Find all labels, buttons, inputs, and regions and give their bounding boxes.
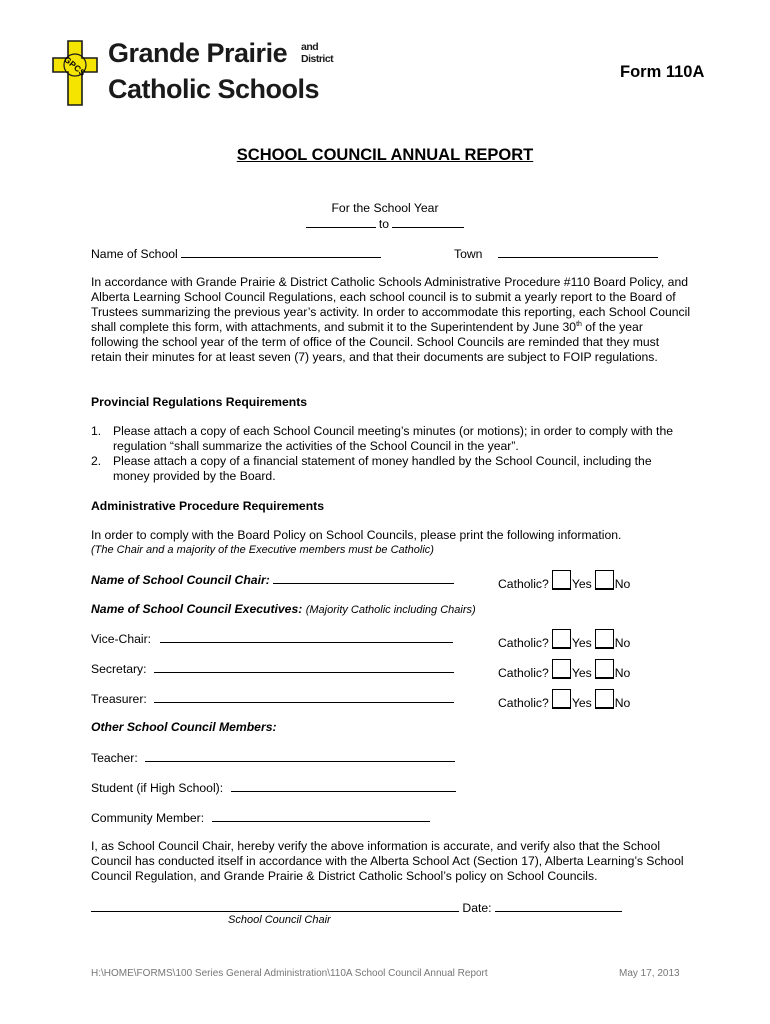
no-checkbox[interactable] bbox=[595, 629, 614, 649]
page-title: SCHOOL COUNCIL ANNUAL REPORT bbox=[236, 146, 534, 164]
yes-checkbox[interactable] bbox=[552, 570, 571, 590]
school-name-row bbox=[91, 246, 381, 262]
vice-chair-label: Vice-Chair: bbox=[91, 632, 152, 646]
admin-text: In order to comply with the Board Policy on School Councils, please print the following information. bbox=[91, 528, 622, 542]
secretary-catholic bbox=[498, 659, 630, 681]
no-label: No bbox=[614, 696, 631, 710]
vice-chair-catholic bbox=[498, 629, 630, 651]
town-label: Town bbox=[454, 247, 483, 261]
town-field[interactable] bbox=[498, 246, 658, 258]
logo-district: District bbox=[301, 53, 334, 65]
teacher-label: Teacher: bbox=[91, 751, 138, 765]
logo-monogram: GPCS bbox=[62, 54, 88, 79]
provincial-heading: Provincial Regulations Requirements bbox=[91, 395, 308, 409]
no-checkbox[interactable] bbox=[595, 659, 614, 679]
yes-checkbox[interactable] bbox=[552, 689, 571, 709]
yes-label: Yes bbox=[571, 636, 592, 650]
vice-chair-row bbox=[91, 631, 453, 647]
treasurer-row bbox=[91, 691, 454, 707]
yes-checkbox[interactable] bbox=[552, 659, 571, 679]
chair-catholic bbox=[498, 570, 630, 592]
intro-sup: th bbox=[576, 320, 582, 328]
chair-signature-field[interactable] bbox=[91, 900, 459, 912]
school-name-field[interactable] bbox=[181, 246, 381, 258]
catholic-label: Catholic? bbox=[498, 666, 549, 680]
vice-chair-field[interactable] bbox=[160, 631, 453, 643]
secretary-label: Secretary: bbox=[91, 662, 147, 676]
list-text: Please attach a copy of a financial statement of money handled by the School Council, including the money provided by the Board. bbox=[113, 454, 652, 483]
signature-caption: School Council Chair bbox=[228, 914, 331, 926]
catholic-label: Catholic? bbox=[498, 696, 549, 710]
student-label: Student (if High School): bbox=[91, 781, 224, 795]
list-item bbox=[91, 424, 691, 454]
executives-label: Name of School Council Executives: bbox=[91, 602, 303, 616]
admin-heading: Administrative Procedure Requirements bbox=[91, 499, 324, 513]
no-checkbox[interactable] bbox=[595, 689, 614, 709]
chair-field[interactable] bbox=[273, 572, 454, 584]
list-number: 1. bbox=[91, 424, 102, 438]
list-number: 2. bbox=[91, 454, 102, 468]
school-name-label: Name of School bbox=[91, 247, 178, 261]
other-members-heading: Other School Council Members: bbox=[91, 720, 277, 734]
community-row bbox=[91, 810, 430, 826]
yes-label: Yes bbox=[571, 666, 592, 680]
treasurer-catholic bbox=[498, 689, 630, 711]
year-start-field[interactable] bbox=[306, 216, 376, 228]
footer-path: H:\HOME\FORMS\100 Series General Administration\110A School Council Annual Report bbox=[91, 968, 488, 979]
school-year-label: For the School Year bbox=[331, 201, 439, 215]
treasurer-field[interactable] bbox=[154, 691, 454, 703]
yes-label: Yes bbox=[571, 577, 592, 591]
town-row bbox=[454, 246, 658, 262]
catholic-label: Catholic? bbox=[498, 636, 549, 650]
no-label: No bbox=[614, 636, 631, 650]
admin-note: (The Chair and a majority of the Executive members must be Catholic) bbox=[91, 544, 434, 556]
no-label: No bbox=[614, 666, 631, 680]
catholic-label: Catholic? bbox=[498, 577, 549, 591]
executives-note: (Majority Catholic including Chairs) bbox=[305, 604, 476, 616]
logo-and: and bbox=[301, 41, 319, 53]
teacher-row bbox=[91, 750, 455, 766]
community-label: Community Member: bbox=[91, 811, 205, 825]
no-checkbox[interactable] bbox=[595, 570, 614, 590]
chair-row bbox=[91, 572, 454, 588]
no-label: No bbox=[614, 577, 631, 591]
school-year-range bbox=[0, 216, 770, 232]
list-item bbox=[91, 454, 691, 484]
date-label: Date: bbox=[462, 901, 492, 915]
intro-text-2: of the year following the school year of the term of office of the Council. School Councils are reminded that they must retain their minutes for at least seven (7) years, and that their documents are subject to FOIP regulations. bbox=[91, 320, 660, 364]
yes-checkbox[interactable] bbox=[552, 629, 571, 649]
date-field[interactable] bbox=[495, 900, 622, 912]
verification-paragraph: I, as School Council Chair, hereby verify the above information is accurate, and verify also that the School Council has conducted itself in accordance with the Alberta School Act (Section 17), Alberta Learning’s School Council Regulation, and Grande Prairie & District Catholic School’s policy on School Councils. bbox=[91, 839, 684, 883]
community-field[interactable] bbox=[212, 810, 430, 822]
intro-paragraph bbox=[91, 275, 691, 365]
year-to: to bbox=[378, 217, 390, 231]
secretary-field[interactable] bbox=[154, 661, 454, 673]
logo-line1: Grande Prairie bbox=[108, 38, 288, 68]
teacher-field[interactable] bbox=[145, 750, 455, 762]
signature-row bbox=[91, 900, 622, 916]
footer-date: May 17, 2013 bbox=[619, 968, 680, 979]
year-end-field[interactable] bbox=[392, 216, 464, 228]
school-logo bbox=[52, 38, 342, 110]
form-number: Form 110A bbox=[620, 63, 705, 81]
chair-label: Name of School Council Chair: bbox=[91, 573, 270, 587]
student-field[interactable] bbox=[231, 780, 456, 792]
student-row bbox=[91, 780, 456, 796]
yes-label: Yes bbox=[571, 696, 592, 710]
logo-line2: Catholic Schools bbox=[108, 74, 320, 104]
executives-heading bbox=[91, 602, 476, 618]
intro-text-1: In accordance with Grande Prairie & District Catholic Schools Administrative Procedure #110 Board Policy, and Alberta Learning School Council Regulations, each school council is to submit a yearly report to the Board of Trustees summarizing the previous year’s activity. In order to accommodate this reporting, each School Council shall complete this form, with attachments, and submit it to the Superintendent by June 30 bbox=[91, 275, 691, 334]
secretary-row bbox=[91, 661, 454, 677]
list-text: Please attach a copy of each School Council meeting’s minutes (or motions); in order to comply with the regulation “shall summarize the activities of the School Council in the year”. bbox=[113, 424, 673, 453]
treasurer-label: Treasurer: bbox=[91, 692, 147, 706]
provincial-list bbox=[91, 424, 691, 484]
